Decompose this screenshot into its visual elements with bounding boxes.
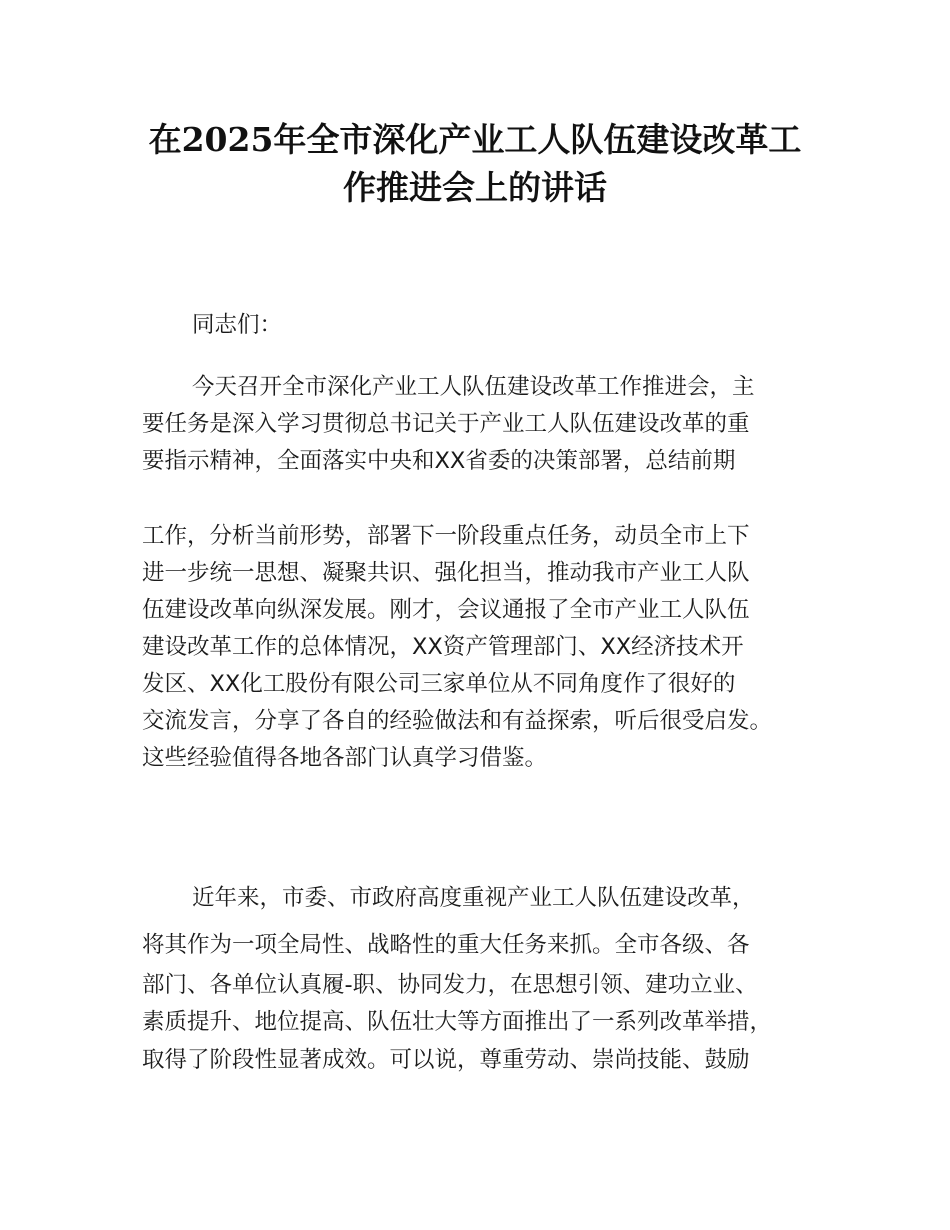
paragraph-line: 这些经验值得各地各部门认真学习借鉴。	[142, 745, 548, 771]
paragraph-line: 取得了阶段性显著成效。可以说，尊重劳动、崇尚技能、鼓励	[142, 1047, 750, 1073]
paragraph-line: 素质提升、地位提高、队伍壮大等方面推出了一系列改革举措，	[142, 1009, 773, 1035]
paragraph-line: 将其作为一项全局性、战略性的重大任务来抓。全市各级、各	[142, 932, 750, 958]
paragraph-line: 部门、各单位认真履-职、协同发力，在思想引领、建功立业、	[142, 972, 758, 998]
paragraph-line: 建设改革工作的总体情况，XX资产管理部门、XX经济技术开	[142, 634, 744, 660]
paragraph-line: 发区、XX化工股份有限公司三家单位从不同角度作了很好的	[142, 671, 736, 697]
paragraph-line: 要指示精神，全面落实中央和XX省委的决策部署，总结前期	[142, 448, 736, 474]
paragraph-line: 今天召开全市深化产业工人队伍建设改革工作推进会，主	[192, 374, 755, 400]
paragraph-line: 近年来，市委、市政府高度重视产业工人队伍建设改革，	[192, 885, 755, 911]
paragraph-line: 要任务是深入学习贯彻总书记关于产业工人队伍建设改革的重	[142, 411, 750, 437]
salutation: 同志们：	[192, 312, 283, 338]
paragraph-line: 交流发言，分享了各自的经验做法和有益探索，听后很受启发。	[142, 708, 773, 734]
paragraph-line: 工作，分析当前形势，部署下一阶段重点任务，动员全市上下	[142, 523, 750, 549]
paragraph-line: 进一步统一思想、凝聚共识、强化担当，推动我市产业工人队	[142, 560, 750, 586]
document-title-line-1: 在2025年全市深化产业工人队伍建设改革工	[148, 120, 802, 159]
paragraph-line: 伍建设改革向纵深发展。刚才，会议通报了全市产业工人队伍	[142, 597, 750, 623]
document-title-line-2: 作推进会上的讲话	[343, 168, 607, 207]
